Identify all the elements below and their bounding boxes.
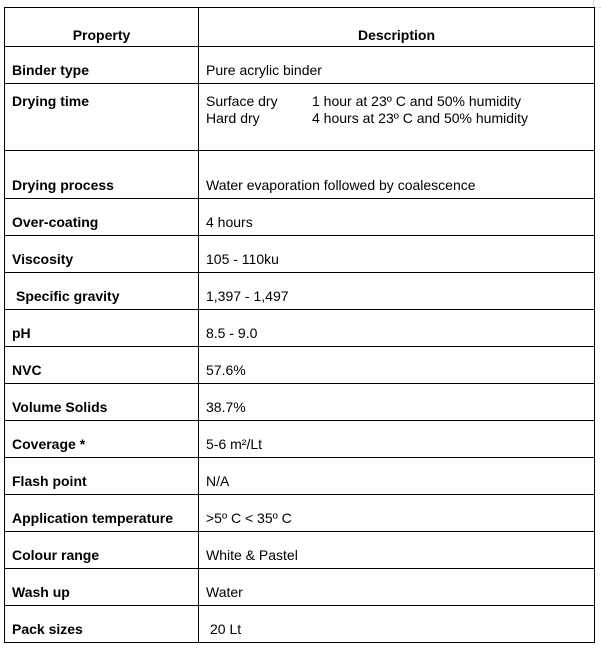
property-cell: Flash point [5,458,199,495]
property-cell: Volume Solids [5,384,199,421]
property-cell: Pack sizes [5,606,199,643]
description-cell: Water [199,569,595,606]
property-cell: Viscosity [5,236,199,273]
property-cell: Wash up [5,569,199,606]
description-cell [199,84,595,151]
property-cell: Coverage * [5,421,199,458]
property-table [4,7,595,643]
description-cell: N/A [199,458,595,495]
table-row [5,384,595,421]
property-cell: Binder type [5,47,199,84]
description-cell: 1,397 - 1,497 [199,273,595,310]
property-cell: Drying time [5,84,199,151]
drying-value: 4 hours at 23º C and 50% humidity [312,110,529,126]
table-row [5,458,595,495]
table-row [5,199,595,236]
table-row [5,532,595,569]
property-cell: Colour range [5,532,199,569]
drying-line [206,110,594,127]
drying-line [206,93,594,110]
drying-value: 1 hour at 23º C and 50% humidity [312,93,522,109]
property-cell: Over-coating [5,199,199,236]
property-cell: pH [5,310,199,347]
drying-label: Surface dry [206,93,278,109]
description-cell: 5-6 m²/Lt [199,421,595,458]
table-row [5,310,595,347]
description-cell: >5º C < 35º C [199,495,595,532]
table-row [5,84,595,151]
table-row [5,495,595,532]
description-cell: Water evaporation followed by coalescence [199,151,595,199]
property-cell: NVC [5,347,199,384]
table-row [5,347,595,384]
property-cell: Drying process [5,151,199,199]
description-cell: 105 - 110ku [199,236,595,273]
description-cell: 57.6% [199,347,595,384]
header-description: Description [199,8,595,47]
description-cell: Pure acrylic binder [199,47,595,84]
table-row [5,421,595,458]
table-row [5,236,595,273]
drying-label: Hard dry [206,110,260,126]
table-row [5,569,595,606]
table-header-row [5,8,595,47]
table-row [5,47,595,84]
description-cell: 38.7% [199,384,595,421]
description-cell: 8.5 - 9.0 [199,310,595,347]
table-row [5,273,595,310]
table-row [5,606,595,643]
header-property: Property [5,8,199,47]
description-cell: 4 hours [199,199,595,236]
description-cell: White & Pastel [199,532,595,569]
property-cell: Specific gravity [5,273,199,310]
table-row [5,151,595,199]
property-cell: Application temperature [5,495,199,532]
description-cell: 20 Lt [199,606,595,643]
